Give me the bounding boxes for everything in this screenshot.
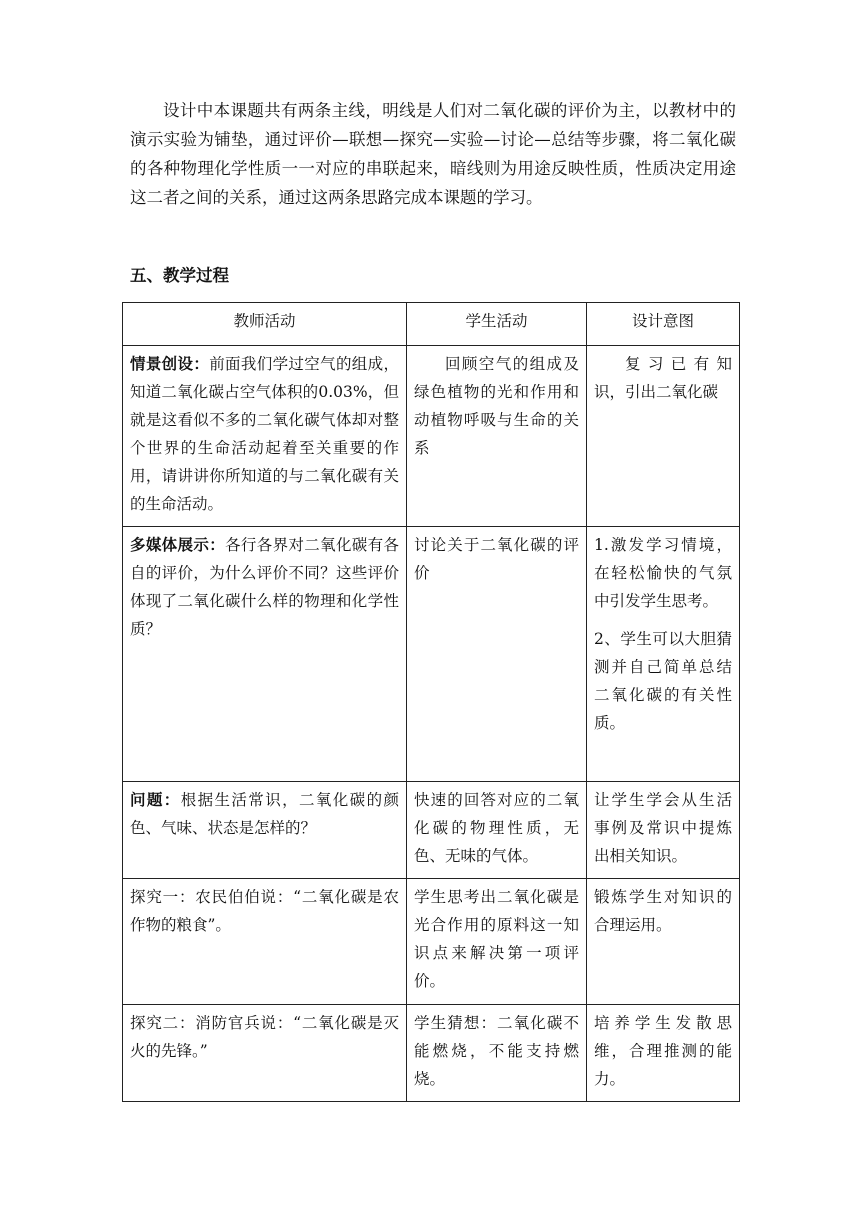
design-intent-text: 锻炼学生对知识的合理运用。 [594, 888, 732, 934]
teaching-process-table [122, 302, 740, 1102]
student-activity-cell: 快速的回答对应的二氧化碳的物理性质，无色、无味的气体。 [407, 782, 587, 879]
teacher-activity-text: 探究二：消防官兵说：“二氧化碳是灭火的先锋。” [130, 1014, 399, 1060]
header-student-activity: 学生活动 [407, 303, 587, 346]
design-intent-point-1: 1.激发学习情境，在轻松愉快的气氛中引发学生思考。 [594, 536, 732, 610]
teacher-activity-cell [123, 1005, 407, 1102]
teacher-activity-text: 根据生活常识，二氧化碳的颜色、气味、状态是怎样的？ [130, 791, 399, 837]
table-row [123, 527, 740, 782]
activity-lead-label: 问题： [130, 791, 181, 809]
teacher-activity-cell [123, 346, 407, 527]
design-intent-cell [587, 346, 740, 527]
design-intent-point-2: 2、学生可以大胆猜测并自己简单总结二氧化碳的有关性质。 [594, 630, 732, 732]
table-row [123, 782, 740, 879]
header-teacher-activity: 教师活动 [123, 303, 407, 346]
student-activity-cell: 学生思考出二氧化碳是光合作用的原料这一知识点来解决第一项评价。 [407, 879, 587, 1005]
table-row [123, 1005, 740, 1102]
activity-lead-label: 情景创设： [130, 355, 210, 373]
intro-paragraph: 设计中本课题共有两条主线，明线是人们对二氧化碳的评价为主，以教材中的演示实验为铺垫，通过评价—联想—探究—实验—讨论—总结等步骤，将二氧化碳的各种物理化学性质一一对应的串联起来，暗线则为用途反映性质，性质决定用途这二者之间的关系，通过这两条思路完成本课题的学习。 [130, 101, 737, 207]
design-intent-cell [587, 527, 740, 782]
student-activity-cell: 回顾空气的组成及绿色植物的光和作用和动植物呼吸与生命的关系 [407, 346, 587, 527]
design-intent-text: 培养学生发散思维，合理推测的能力。 [594, 1014, 732, 1088]
design-intent-cell [587, 1005, 740, 1102]
design-intent-text: 让学生学会从生活事例及常识中提炼出相关知识。 [594, 791, 732, 865]
teacher-activity-text: 探究一：农民伯伯说：“二氧化碳是农作物的粮食”。 [130, 888, 399, 934]
section-heading: 五、教学过程 [130, 266, 229, 285]
design-intent-text: 复习已有知识，引出二氧化碳 [594, 355, 732, 401]
teacher-activity-text: 各行各界对二氧化碳有各自的评价，为什么评价不同？这些评价体现了二氧化碳什么样的物理和化学性质？ [130, 536, 399, 638]
teacher-activity-cell [123, 879, 407, 1005]
activity-lead-label: 多媒体展示： [130, 536, 226, 554]
teacher-activity-cell [123, 527, 407, 782]
design-intent-cell [587, 879, 740, 1005]
header-design-intent: 设计意图 [587, 303, 740, 346]
teacher-activity-cell [123, 782, 407, 879]
student-activity-cell: 学生猜想：二氧化碳不能燃烧，不能支持燃烧。 [407, 1005, 587, 1102]
design-intent-cell [587, 782, 740, 879]
table-header-row [123, 303, 740, 346]
student-activity-cell: 讨论关于二氧化碳的评价 [407, 527, 587, 782]
teacher-activity-text: 前面我们学过空气的组成，知道二氧化碳占空气体积的0.03%，但就是这看似不多的二氧化碳气体却对整个世界的生命活动起着至关重要的作用，请讲讲你所知道的与二氧化碳有关的生命活动。 [130, 355, 399, 513]
table-row [123, 879, 740, 1005]
table-row [123, 346, 740, 527]
